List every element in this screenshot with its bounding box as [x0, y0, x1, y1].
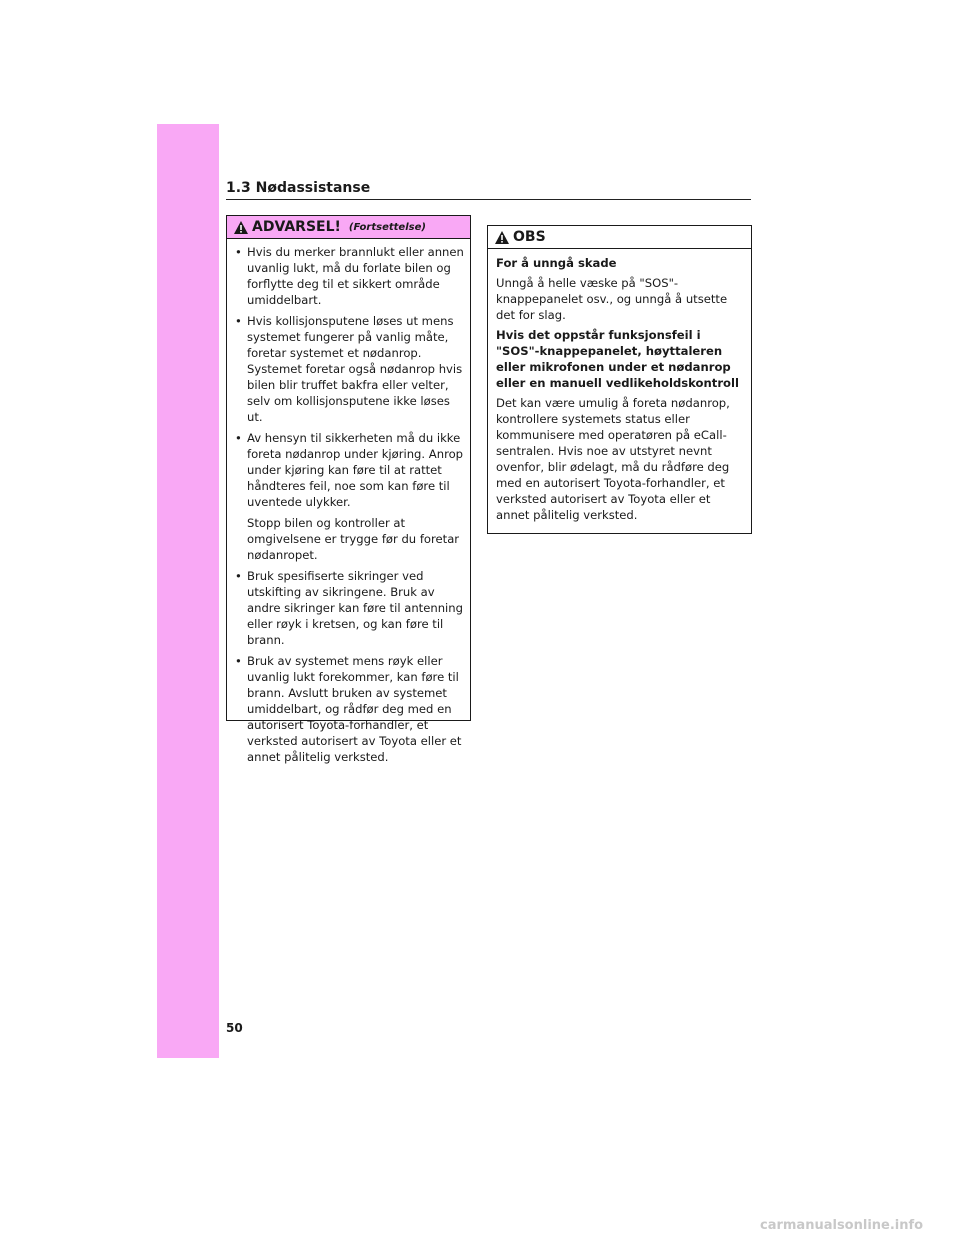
notice-heading: For å unngå skade: [496, 256, 617, 270]
notice-title: OBS: [513, 229, 546, 245]
notice-text: Unngå å helle væske på "SOS"-knappepanelet osv., og unngå å utsette det for slag.: [496, 276, 728, 322]
warning-item: [233, 313, 464, 425]
warning-box: [226, 215, 471, 764]
warning-box-header: [227, 216, 470, 239]
bullet-icon: •: [235, 314, 242, 328]
warning-item-text: Bruk spesifiserte sikringer ved utskifting av sikringene. Bruk av andre sikringer kan føre til antenning eller røyk i kretsen, og kan føre til brann.: [247, 569, 463, 647]
warning-item-text: Hvis kollisjonsputene løses ut mens systemet fungerer på vanlig måte, foretar systemet et nødanrop. Systemet foretar også nødanrop hvis bilen blir truffet bakfra eller velter, selv om kollisjonsputene ikke løses ut.: [247, 314, 463, 424]
notice-box: [487, 225, 752, 534]
notice-heading: Hvis det oppstår funksjonsfeil i "SOS"-knappepanelet, høyttaleren eller mikrofonen under et nødanrop eller en manuell vedlikeholdskontroll: [496, 328, 739, 390]
warning-box-body: [227, 239, 470, 765]
page-number: 50: [226, 1021, 243, 1035]
warning-item: [233, 568, 464, 648]
warning-title: ADVARSEL!: [252, 219, 341, 235]
warning-item-text: Bruk av systemet mens røyk eller uvanlig lukt forekommer, kan føre til brann. Avslutt bruken av systemet umiddelbart, og rådfør deg med en autorisert Toyota-forhandler, et verksted autorisert av Toyota eller et annet pålitelig verksted.: [247, 654, 462, 764]
bullet-icon: •: [235, 431, 242, 445]
section-title: 1.3 Nødassistanse: [226, 180, 371, 196]
section-side-tab: [157, 124, 219, 1058]
warning-item-text: Av hensyn til sikkerheten må du ikke foreta nødanrop under kjøring. Anrop under kjøring kan føre til at rattet håndteres feil, noe som kan føre til uventede ulykker.: [247, 431, 464, 509]
notice-box-body: [488, 249, 751, 523]
bullet-icon: •: [235, 245, 242, 259]
header-divider: [226, 199, 751, 200]
warning-subtitle: (Fortsettelse): [348, 221, 426, 233]
bullet-icon: •: [235, 569, 242, 583]
warning-item-text: Hvis du merker brannlukt eller annen uvanlig lukt, må du forlate bilen og forflytte deg til et sikkert område umiddelbart.: [247, 245, 464, 307]
notice-box-header: [488, 226, 751, 249]
notice-text: Det kan være umulig å foreta nødanrop, kontrollere systemets status eller kommunisere med operatøren på eCall-sentralen. Hvis noe av utstyret nevnt ovenfor, blir ødelagt, må du rådføre deg med en autorisert Toyota-forhandler, et verksted autorisert av Toyota eller et annet pålitelig verksted.: [496, 396, 730, 522]
warning-item: [233, 430, 464, 563]
warning-item-text: Stopp bilen og kontroller at omgivelsene er trygge før du foretar nødanropet.: [247, 516, 460, 562]
watermark: carmanualsonline.info: [760, 1218, 924, 1233]
notice-triangle-icon: [494, 230, 510, 245]
bullet-icon: •: [235, 654, 242, 668]
warning-item: [233, 653, 464, 765]
warning-item: [233, 244, 464, 308]
warning-triangle-icon: [233, 220, 249, 235]
